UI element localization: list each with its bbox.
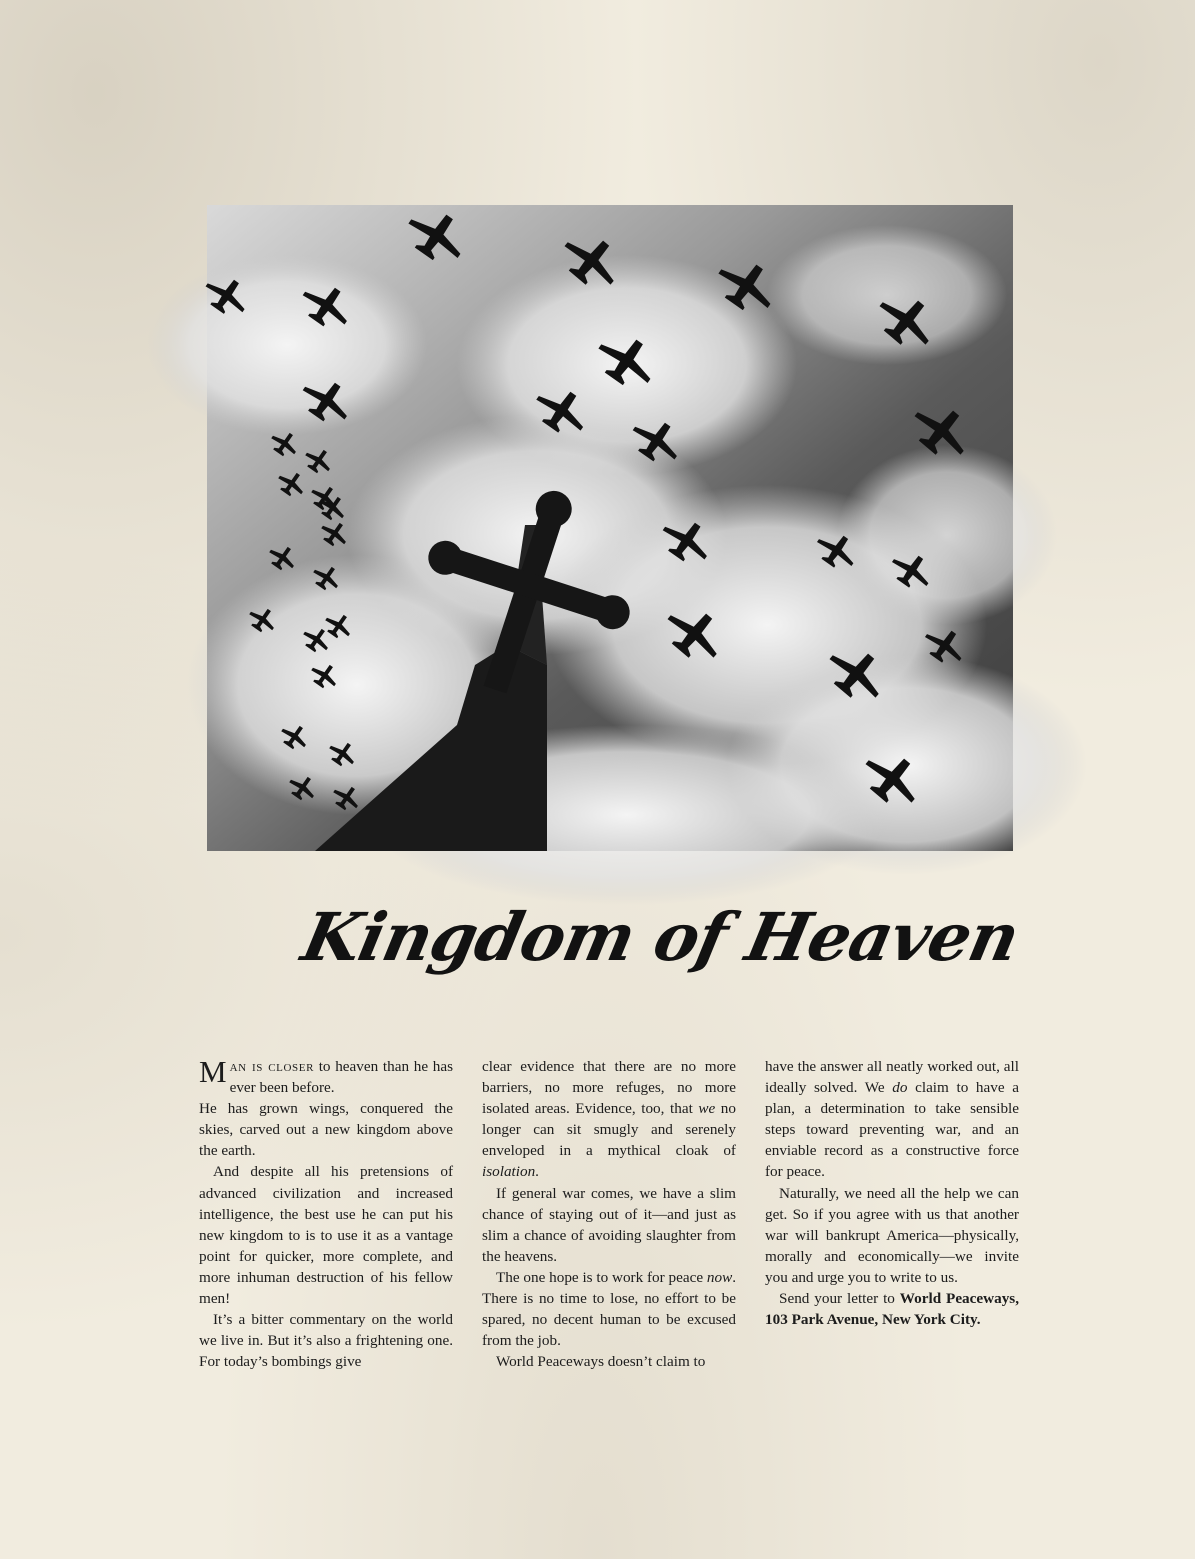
address-bold: World Peaceways, 103 Park Avenue, New York City. bbox=[765, 1290, 1019, 1329]
text-run: claim to have a plan, a determination to take sensible steps toward preventing war, and an enviable record as a constructive force for peace. bbox=[765, 1079, 1019, 1181]
paragraph: And despite all his pretensions of advanced civilization and increased intelligence, the best use he can put his new kingdom to is to use it as a vantage point for quicker, more complete, and more inhuman destruction of his fellow men! bbox=[199, 1163, 453, 1308]
text-run: Send your letter to bbox=[779, 1290, 900, 1308]
paragraph bbox=[765, 1288, 1019, 1330]
article-body bbox=[199, 1056, 1024, 1386]
text-run: . bbox=[535, 1163, 539, 1181]
drop-cap: M bbox=[199, 1054, 227, 1089]
paragraph: If general war comes, we have a slim chance of staying out of it—and just as slim a chance of avoiding slaughter from the heavens. bbox=[482, 1184, 736, 1265]
text-run: to heaven than he has ever been before. bbox=[229, 1058, 453, 1097]
text-run: have the answer all neatly worked out, all ideally solved. We bbox=[765, 1058, 1019, 1097]
photo-illustration bbox=[207, 205, 1013, 851]
small-caps-lead: an is closer bbox=[229, 1058, 314, 1075]
text-run: The one hope is to work for peace bbox=[496, 1268, 707, 1286]
paragraph: Naturally, we need all the help we can get. So if you agree with us that another war will bankrupt America—physically, morally and economically—we invite you and urge you to write to us. bbox=[765, 1184, 1019, 1286]
column-3 bbox=[765, 1056, 1019, 1330]
italic-now: now bbox=[706, 1268, 733, 1286]
italic-we: we bbox=[698, 1100, 716, 1118]
paragraph bbox=[765, 1056, 1019, 1183]
italic-do: do bbox=[892, 1079, 908, 1097]
airplanes-over-church-cross-photo bbox=[207, 205, 1013, 851]
paragraph: He has grown wings, conquered the skies, carved out a new kingdom above the earth. bbox=[199, 1100, 453, 1160]
text-run: . There is no time to lose, no effort to be spared, no decent human to be excused from the job. bbox=[482, 1268, 736, 1350]
paragraph bbox=[199, 1056, 453, 1098]
text-run: clear evidence that there are no more barriers, no more refuges, no more isolated areas. Evidence, too, that bbox=[482, 1058, 736, 1118]
italic-isolation: isolation bbox=[482, 1163, 536, 1181]
column-2 bbox=[482, 1056, 736, 1372]
headline-text: Kingdom of Heaven bbox=[295, 897, 1026, 976]
paragraph bbox=[482, 1056, 736, 1183]
column-1 bbox=[199, 1056, 453, 1372]
text-run: no longer can sit smugly and serenely enveloped in a mythical cloak of bbox=[482, 1100, 736, 1160]
headline-script bbox=[295, 880, 1026, 1000]
paragraph: It’s a bitter commentary on the world we live in. But it’s also a frightening one. For today’s bombings give bbox=[199, 1311, 453, 1371]
paragraph: World Peaceways doesn’t claim to bbox=[496, 1353, 706, 1371]
paragraph bbox=[482, 1267, 736, 1351]
headline-title bbox=[295, 880, 1026, 1000]
